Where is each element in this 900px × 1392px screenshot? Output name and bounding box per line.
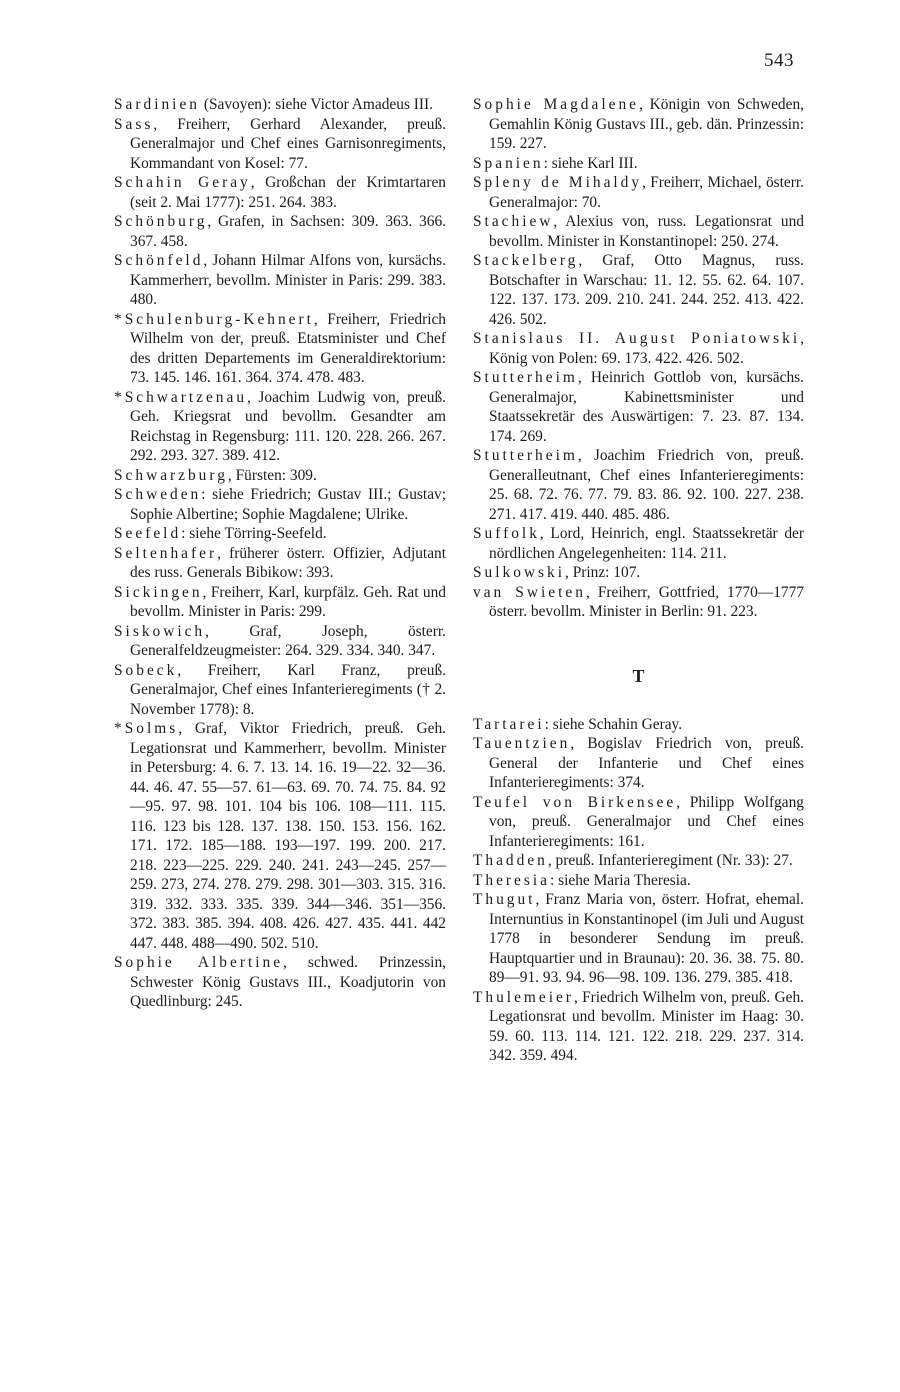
index-entry [473,871,804,891]
index-entry [473,368,804,446]
entry-text: , Freiherr, Friedrich Wilhelm von der, preuß. Etatsminister und Chef des dritten Departements im Generaldirektorium: 73. 145. 146. 161. 364. 374. 478. 483. [130,310,446,386]
entry-text: , Graf, Otto Magnus, russ. Botschafter in Warschau: 11. 12. 55. 62. 64. 107. 122. 137. 173. 209. 210. 241. 244. 252. 413. 422. 426. 502. [489,252,804,328]
index-entry [473,715,804,735]
index-entry [473,851,804,871]
index-entry [114,583,446,622]
index-entry [114,251,446,310]
index-entry [473,251,804,329]
entry-headword: Schweden [114,486,202,503]
entry-text: , preuß. Infanterieregiment (Nr. 33): 27. [547,852,793,869]
entry-text: , Fürsten: 309. [227,466,317,484]
entry-headword: Stackelberg [473,252,579,269]
entry-text: , Großchan der Krimtartaren (seit 2. Mai 1777): 251. 264. 383. [130,174,446,211]
index-entry [114,212,446,251]
index-entry [473,329,804,368]
entry-text: , Prinz: 107. [565,564,641,581]
entry-text: , Freiherr, Karl Franz, preuß. Generalmajor, Chef eines Infanterieregiments († 2. November 1778): 8. [130,661,446,718]
entry-text: (Savoyen): siehe Victor Amadeus III. [200,96,434,113]
index-entry [114,622,446,661]
index-entry [473,95,804,154]
entry-headword: Stutterheim [473,447,578,464]
entry-text: : siehe Karl III. [543,154,638,172]
entry-text: , Friedrich Wilhelm von, preuß. Geh. Legationsrat und bevollm. Minister im Haag: 30. 59. 60. 113. 114. 121. 122. 218. 229. 237. 314. 342. 359. 494. [489,988,804,1064]
entry-headword: Theresia [473,871,550,889]
entry-text: , Heinrich Gottlob von, kursächs. Generalmajor, Kabinettsminister und Staatssekretär des Auswärtigen: 7. 23. 87. 134. 174. 269. [489,369,804,445]
index-entry [473,563,804,583]
entry-headword: Thugut [473,891,536,908]
entry-headword: Seefeld [114,525,182,542]
entry-text: , Graf, Viktor Friedrich, preuß. Geh. Legationsrat und Kammerherr, bevollm. Minister in Petersburg: 4. 6. 7. 13. 14. 16. 19—22. 32—36. 44. 46. 47. 55—57. 61—63. 69. 70. 74. 75. 84. 92—95. 97. 98. 101. 104 bis 106. 108—111. 115. 116. 123 bis 128. 137. 138. 150. 153. 156. 162. 171. 172. 185—188. 193—197. 199. 200. 217. 218. 223—225. 229. 240. 241. 243—245. 257—259. 273, 274. 278. 279. 298. 301—303. 315. 316. 319. 332. 333. 335. 339. 344—346. 351—356. 372. 383. 385. 394. 408. 426. 427. 435. 441. 442 447. 448. 488—490. 502. 510. [130,720,446,952]
entry-headword: Tartarei [473,715,545,733]
index-entry [114,953,446,1012]
entry-text: , Joachim Ludwig von, preuß. Geh. Kriegsrat und bevollm. Gesandter am Reichstag in Regensburg: 111. 120. 228. 266. 267. 292. 293. 327. 389. 412. [130,388,446,464]
index-entry [114,115,446,174]
entry-text: , Lord, Heinrich, engl. Staatssekretär der nördlichen Angelegenheiten: 114. 211. [489,525,804,562]
entry-text: : siehe Friedrich; Gustav III.; Gustav; Sophie Albertine; Sophie Magdalene; Ulrike. [130,486,446,523]
entry-headword: Teufel von Birkensee [473,793,677,811]
index-entry [114,173,446,212]
entry-text: , Freiherr, Gottfried, 1770—1777 österr. bevollm. Minister in Berlin: 91. 223. [489,583,804,620]
index-entry [114,310,446,388]
entry-headword: Stutterheim [473,369,578,386]
entry-headword: Spanien [473,154,544,172]
entry-text: , Johann Hilmar Alfons von, kursächs. Kammerherr, bevollm. Minister in Paris: 299. 383. 480. [130,252,446,308]
entry-text: , Franz Maria von, österr. Hofrat, ehemal. Internuntius in Konstantinopel (im Juli und August 1778 in besonderer Sendung im preuß. Hauptquartier und in Braunau): 20. 36. 38. 75. 80. 89—91. 93. 94. 96—98. 109. 136. 279. 385. 418. [489,891,804,986]
entry-headword: Sardinien [114,96,200,113]
entry-headword: Sickingen [114,583,203,601]
entry-text: , Philipp Wolfgang von, preuß. Generalmajor und Chef eines Infanterieregiments: 161. [489,793,805,850]
index-entry [114,485,446,524]
entry-text: : siehe Törring-Seefeld. [181,525,327,542]
entry-headword: *Schulenburg-Kehnert [114,310,314,328]
index-entry [114,719,446,953]
index-entry [114,544,446,583]
index-entry [114,524,446,544]
entry-headword: Schönfeld [114,252,204,269]
entry-headword: Sophie Albertine [114,954,284,971]
entry-headword: *Schwartzenau [114,388,248,406]
entry-text: , Grafen, in Sachsen: 309. 363. 366. 367. 458. [130,213,446,250]
entry-headword: Stanislaus II. August Poniatowski [473,330,801,347]
entry-headword: van Swieten [473,583,586,601]
index-entry [473,734,804,793]
entry-headword: Thadden [473,852,548,869]
entry-headword: Schwarzburg [114,466,228,484]
entry-headword: Stachiew [473,213,554,230]
entry-text: , Königin von Schweden, Gemahlin König Gustavs III., geb. dän. Prinzessin: 159. 227. [489,96,804,152]
index-entry [473,583,804,622]
entry-headword: Spleny de Mihaldy [473,174,643,191]
index-entry [473,793,804,852]
entry-text: : siehe Maria Theresia. [549,871,691,889]
index-entry [473,212,804,251]
entry-headword: Schahin Geray [114,174,251,191]
index-entry [114,95,446,115]
entry-headword: Sophie Magdalene [473,96,639,113]
entry-text: , früherer österr. Offizier, Adjutant des russ. Generals Bibikow: 393. [130,544,446,581]
entry-text: , Freiherr, Gerhard Alexander, preuß. Generalmajor und Chef eines Garnisonregiments, Kommandant von Kosel: 77. [130,115,446,172]
entry-headword: Sass [114,115,154,133]
entry-text: , Freiherr, Michael, österr. Generalmajor: 70. [489,174,804,211]
index-entry [114,661,446,720]
section-letter-heading: T [632,665,645,686]
entry-text: , Joachim Friedrich von, preuß. Generalleutnant, Chef eines Infanterieregiments: 25. 68. 72. 76. 77. 79. 83. 86. 92. 100. 227. 238. 271. 417. 419. 440. 485. 486. [489,447,804,523]
index-entry [473,988,804,1066]
entry-text: , Alexius von, russ. Legationsrat und bevollm. Minister in Konstantinopel: 250. 274. [489,213,804,250]
index-entry [114,466,446,486]
right-column [473,95,804,1066]
left-column [114,95,446,1012]
index-entry [473,524,804,563]
entry-headword: *Solms [114,720,179,737]
entry-text: , König von Polen: 69. 173. 422. 426. 502. [489,330,804,367]
entry-text: , Freiherr, Karl, kurpfälz. Geh. Rat und bevollm. Minister in Paris: 299. [130,583,446,620]
entry-headword: Seltenhafer [114,544,218,562]
entry-headword: Tauentzien [473,735,571,752]
index-entry [473,446,804,524]
entry-headword: Sobeck [114,661,178,679]
entry-headword: Thulemeier [473,988,574,1006]
entry-text: : siehe Schahin Geray. [544,715,683,733]
entry-headword: Schönburg [114,213,208,230]
index-entry [473,173,804,212]
entry-headword: Siskowich [114,622,206,640]
index-entry [473,890,804,988]
entry-headword: Sulkowski [473,564,565,581]
page-number: 543 [764,50,794,71]
entry-text: , schwed. Prinzessin, Schwester König Gustavs III., Koadjutorin von Quedlinburg: 245. [130,954,446,1010]
index-entry [473,154,804,174]
entry-headword: Suffolk [473,525,540,542]
entry-text: , Bogislav Friedrich von, preuß. General der Infanterie und Chef eines Infanterieregiments: 374. [489,735,804,791]
entry-text: , Graf, Joseph, österr. Generalfeldzeugmeister: 264. 329. 334. 340. 347. [130,622,446,659]
index-entry [114,388,446,466]
